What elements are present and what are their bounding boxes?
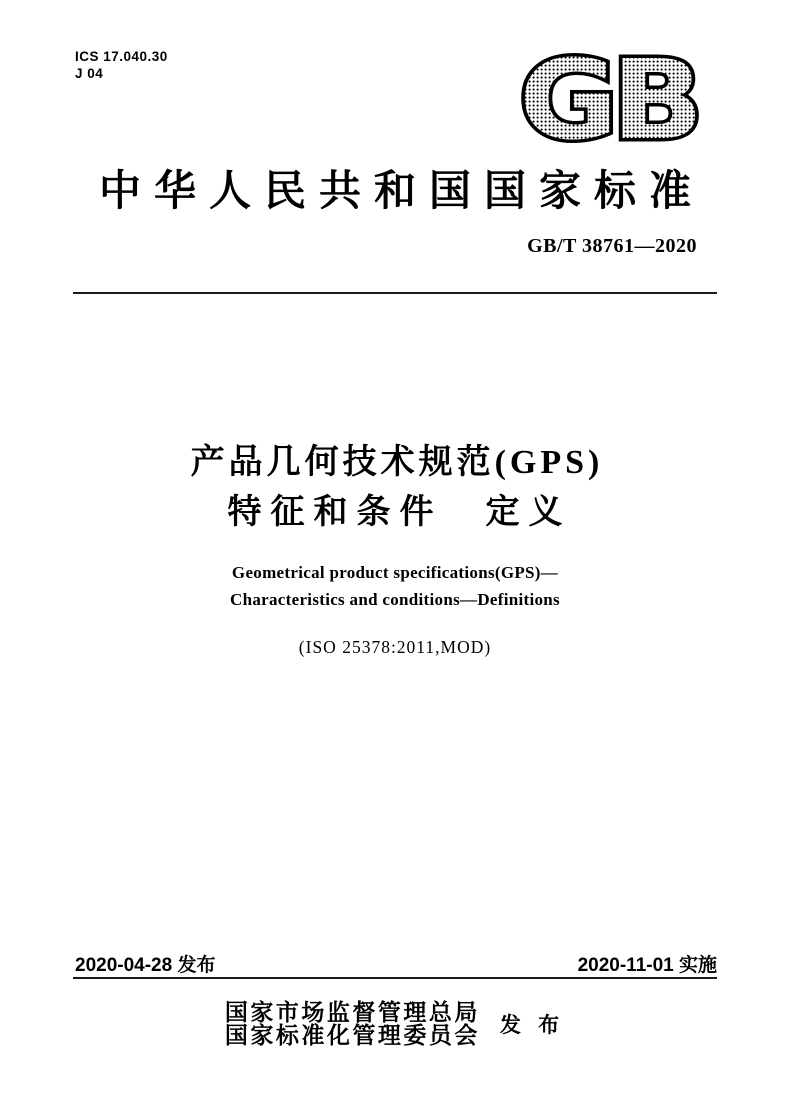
issuer-line1: 国家市场监督管理总局 — [224, 1000, 480, 1025]
gb-logo-graphic — [512, 48, 704, 152]
chinese-title-line1: 产品几何技术规范(GPS) — [190, 444, 604, 481]
issuer-names — [225, 1001, 480, 1047]
top-divider-rule — [73, 292, 717, 294]
date-row — [75, 950, 717, 977]
english-title — [0, 559, 790, 613]
chinese-title — [0, 438, 790, 538]
bottom-divider-rule — [73, 977, 717, 979]
chinese-title-line2: 特征和条件 定义 — [227, 494, 572, 531]
ics-code: ICS 17.040.30 — [75, 49, 168, 64]
implementation-date: 2020-11-01 实施 — [577, 955, 717, 976]
ics-classification-block — [75, 48, 168, 82]
document-class-code: J 04 — [75, 66, 104, 81]
standard-number: GB/T 38761—2020 — [527, 235, 697, 257]
gb-logo — [512, 48, 704, 152]
issue-date: 2020-04-28 发布 — [75, 955, 216, 976]
publish-label: 发 布 — [499, 1013, 566, 1037]
iso-reference: (ISO 25378:2011,MOD) — [298, 637, 492, 657]
national-standard-heading: 中华人民共和国国家标准 — [98, 169, 704, 215]
issuer-block — [0, 1001, 790, 1047]
english-title-line2: Characteristics and conditions—Definitions — [230, 590, 560, 609]
gb-logo-text: GB — [519, 48, 697, 152]
english-title-line1: Geometrical product specifications(GPS)— — [231, 563, 559, 582]
issuer-line2: 国家标准化管理委员会 — [224, 1023, 480, 1048]
